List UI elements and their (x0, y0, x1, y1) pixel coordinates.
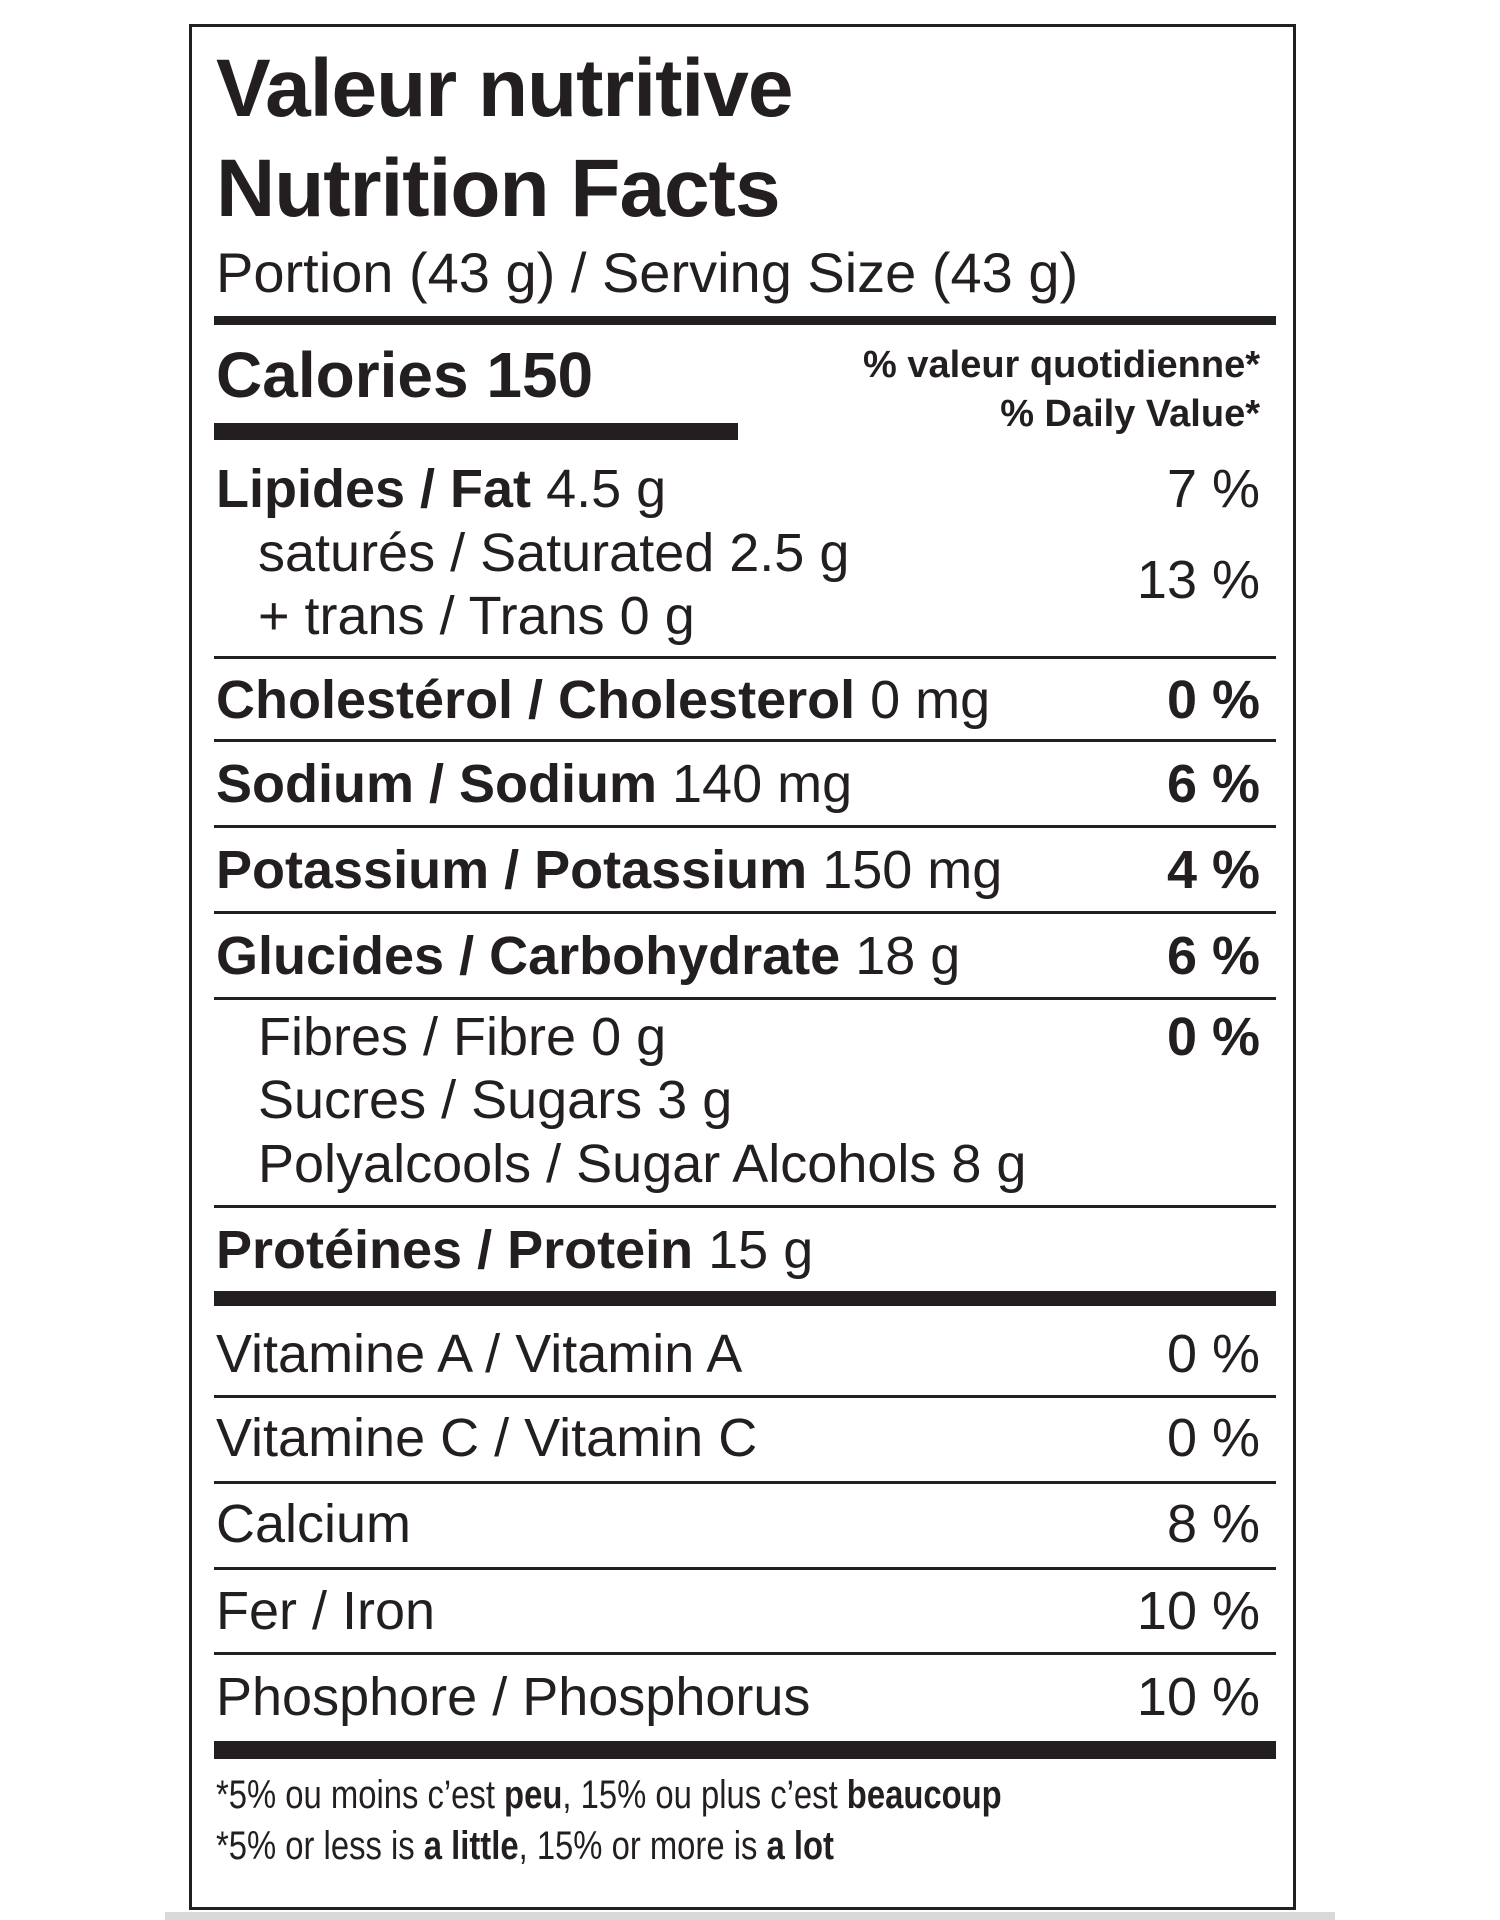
rule (214, 1481, 1276, 1484)
footnote-en-a-little: a little (423, 1824, 519, 1868)
trans-fat: + trans / Trans 0 g (258, 586, 695, 646)
fibre: Fibres / Fibre 0 g (258, 1007, 667, 1067)
rule (214, 656, 1276, 659)
sodium-percent: 6 % (1166, 754, 1260, 814)
carbohydrate-row (216, 926, 961, 986)
sugars: Sucres / Sugars 3 g (258, 1070, 733, 1130)
carbohydrate-amount: 18 g (855, 926, 961, 986)
rule (214, 825, 1276, 828)
protein-amount: 15 g (708, 1220, 814, 1280)
rule (214, 911, 1276, 914)
calcium-percent: 8 % (1166, 1494, 1260, 1554)
thick-rule-top (214, 316, 1276, 325)
rule (214, 1395, 1276, 1398)
vitamin-a-percent: 0 % (1166, 1324, 1260, 1384)
sodium-row (216, 754, 853, 814)
calcium: Calcium (216, 1494, 412, 1554)
cholesterol-row (216, 670, 991, 730)
fat-amount: 4.5 g (546, 459, 667, 519)
saturated-trans-percent: 13 % (1136, 550, 1260, 610)
rule (214, 1567, 1276, 1570)
vitamin-c-percent: 0 % (1166, 1408, 1260, 1468)
iron-percent: 10 % (1136, 1581, 1260, 1641)
potassium-percent: 4 % (1166, 840, 1260, 900)
vitamin-a: Vitamine A / Vitamin A (216, 1324, 743, 1384)
fibre-percent: 0 % (1166, 1007, 1260, 1067)
footnote-en-part2: , 15% or more is (518, 1824, 767, 1868)
saturated-fat: saturés / Saturated 2.5 g (258, 523, 850, 583)
fat-row (216, 459, 667, 519)
footnote-en-part1: *5% or less is (216, 1824, 424, 1868)
footnote-english (216, 1826, 834, 1866)
sugar-alcohols: Polyalcools / Sugar Alcohols 8 g (258, 1134, 1027, 1194)
fat-name: Lipides / Fat (216, 459, 532, 519)
daily-value-header-english: % Daily Value* (1000, 393, 1260, 435)
footnote-fr-peu: peu (504, 1773, 563, 1817)
sodium-amount: 140 mg (672, 754, 853, 814)
title-english: Nutrition Facts (216, 143, 780, 234)
thick-rule-protein (214, 1291, 1276, 1306)
rule (214, 739, 1276, 742)
serving-size: Portion (43 g) / Serving Size (43 g) (216, 241, 1079, 304)
vitamin-c: Vitamine C / Vitamin C (216, 1408, 758, 1468)
potassium-row (216, 840, 1003, 900)
cholesterol-amount: 0 mg (870, 670, 991, 730)
calories-label: Calories 150 (216, 339, 594, 411)
footnote-en-a-lot: a lot (766, 1824, 834, 1868)
protein-row (216, 1220, 814, 1280)
title-french: Valeur nutritive (216, 43, 793, 134)
daily-value-header-french: % valeur quotidienne* (863, 344, 1260, 386)
calories-underline (214, 423, 738, 440)
footnote-fr-part2: , 15% ou plus c’est (562, 1773, 847, 1817)
rule (214, 997, 1276, 1000)
rule (214, 1652, 1276, 1655)
potassium-name: Potassium / Potassium (216, 840, 808, 900)
rule (214, 1205, 1276, 1208)
sodium-name: Sodium / Sodium (216, 754, 657, 814)
iron: Fer / Iron (216, 1581, 436, 1641)
potassium-amount: 150 mg (822, 840, 1003, 900)
phosphorus: Phosphore / Phosphorus (216, 1667, 811, 1727)
carbohydrate-percent: 6 % (1166, 926, 1260, 986)
phosphorus-percent: 10 % (1136, 1667, 1260, 1727)
fat-percent: 7 % (1166, 459, 1260, 519)
thick-rule-bottom (214, 1741, 1276, 1759)
carbohydrate-name: Glucides / Carbohydrate (216, 926, 841, 986)
footnote-french (216, 1775, 1002, 1815)
cholesterol-percent: 0 % (1166, 670, 1260, 730)
protein-name: Protéines / Protein (216, 1220, 694, 1280)
bottom-edge-strip (165, 1912, 1335, 1920)
footnote-fr-part1: *5% ou moins c’est (216, 1773, 505, 1817)
footnote-fr-beaucoup: beaucoup (846, 1773, 1002, 1817)
cholesterol-name: Cholestérol / Cholesterol (216, 670, 856, 730)
